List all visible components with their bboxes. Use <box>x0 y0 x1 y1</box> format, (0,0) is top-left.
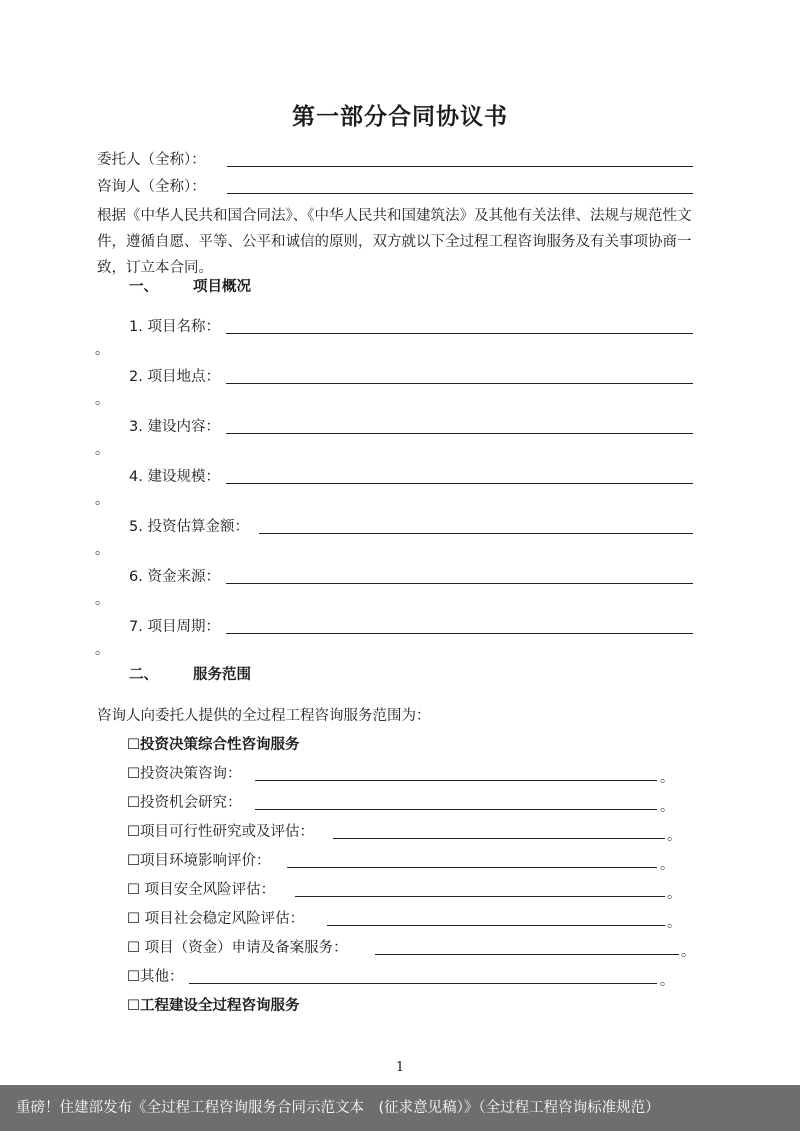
opportunity-research-blank[interactable] <box>255 809 657 810</box>
intro-paragraph: 根据《中华人民共和国合同法》、《中华人民共和国建筑法》及其他有关法律、法规与规范性文件，遵循自愿、平等、公平和诚信的原则，双方就以下全过程工程咨询服务及有关事项协商一致，订立本合同。 <box>97 208 692 276</box>
scope-item-decision-consulting[interactable]: ☐投资决策咨询： <box>127 766 242 782</box>
period-mark: 。 <box>681 944 695 960</box>
group1-title[interactable]: ☐投资决策综合性咨询服务 <box>127 737 300 753</box>
fund-source-label: 6. 资金来源： <box>129 569 220 585</box>
period-mark: 。 <box>667 828 681 844</box>
period-mark: 。 <box>667 886 681 902</box>
document-title: 第一部分合同协议书 <box>292 104 508 130</box>
investment-estimate-blank[interactable] <box>259 533 693 534</box>
period-mark: 。 <box>95 442 109 458</box>
period-mark: 。 <box>660 799 674 815</box>
feasibility-study-blank[interactable] <box>333 838 665 839</box>
consultant-blank[interactable] <box>227 193 693 194</box>
scope-item-safety-risk[interactable]: ☐ 项目安全风险评估： <box>127 882 276 898</box>
period-mark: 。 <box>95 592 109 608</box>
fund-source-blank[interactable] <box>226 583 693 584</box>
application-filing-blank[interactable] <box>375 954 679 955</box>
construction-scale-label: 4. 建设规模： <box>129 469 220 485</box>
section1-number: 一、 <box>129 279 158 295</box>
page-number: 1 <box>395 1060 405 1075</box>
scope-intro: 咨询人向委托人提供的全过程工程咨询服务范围为： <box>97 708 431 724</box>
scope-item-social-stability[interactable]: ☐ 项目社会稳定风险评估： <box>127 911 305 927</box>
investment-estimate-label: 5. 投资估算金额： <box>129 519 249 535</box>
project-period-label: 7. 项目周期： <box>129 619 220 635</box>
safety-risk-blank[interactable] <box>295 896 665 897</box>
project-name-label: 1. 项目名称： <box>129 319 220 335</box>
project-location-blank[interactable] <box>226 383 693 384</box>
period-mark: 。 <box>660 770 674 786</box>
project-period-blank[interactable] <box>226 633 693 634</box>
period-mark: 。 <box>95 392 109 408</box>
construction-scale-blank[interactable] <box>226 483 693 484</box>
scope-item-environmental-assessment[interactable]: ☐项目环境影响评价： <box>127 853 271 869</box>
other-blank[interactable] <box>189 983 657 984</box>
environmental-assessment-blank[interactable] <box>287 867 657 868</box>
project-location-label: 2. 项目地点： <box>129 369 220 385</box>
period-mark: 。 <box>660 857 674 873</box>
construction-content-blank[interactable] <box>226 433 693 434</box>
period-mark: 。 <box>660 973 674 989</box>
period-mark: 。 <box>95 642 109 658</box>
period-mark: 。 <box>95 342 109 358</box>
scope-item-other[interactable]: ☐其他： <box>127 969 184 985</box>
social-stability-blank[interactable] <box>327 925 665 926</box>
section2-title: 服务范围 <box>193 667 251 683</box>
period-mark: 。 <box>667 915 681 931</box>
scope-item-feasibility-study[interactable]: ☐项目可行性研究或及评估： <box>127 824 314 840</box>
decision-consulting-blank[interactable] <box>255 780 657 781</box>
consultant-label: 咨询人（全称）： <box>97 179 206 195</box>
construction-content-label: 3. 建设内容： <box>129 419 220 435</box>
section1-title: 项目概况 <box>193 279 251 295</box>
caption-banner: 重磅！住建部发布《全过程工程咨询服务合同示范文本 (征求意见稿）》（全过程工程咨询标准规范） <box>0 1085 800 1131</box>
scope-item-opportunity-research[interactable]: ☐投资机会研究： <box>127 795 242 811</box>
client-label: 委托人（全称）： <box>97 152 206 168</box>
project-name-blank[interactable] <box>226 333 693 334</box>
period-mark: 。 <box>95 492 109 508</box>
period-mark: 。 <box>95 542 109 558</box>
client-blank[interactable] <box>227 166 693 167</box>
scope-item-application-filing[interactable]: ☐ 项目（资金）申请及备案服务： <box>127 940 348 956</box>
section2-number: 二、 <box>129 667 158 683</box>
group2-title[interactable]: ☐工程建设全过程咨询服务 <box>127 998 300 1014</box>
